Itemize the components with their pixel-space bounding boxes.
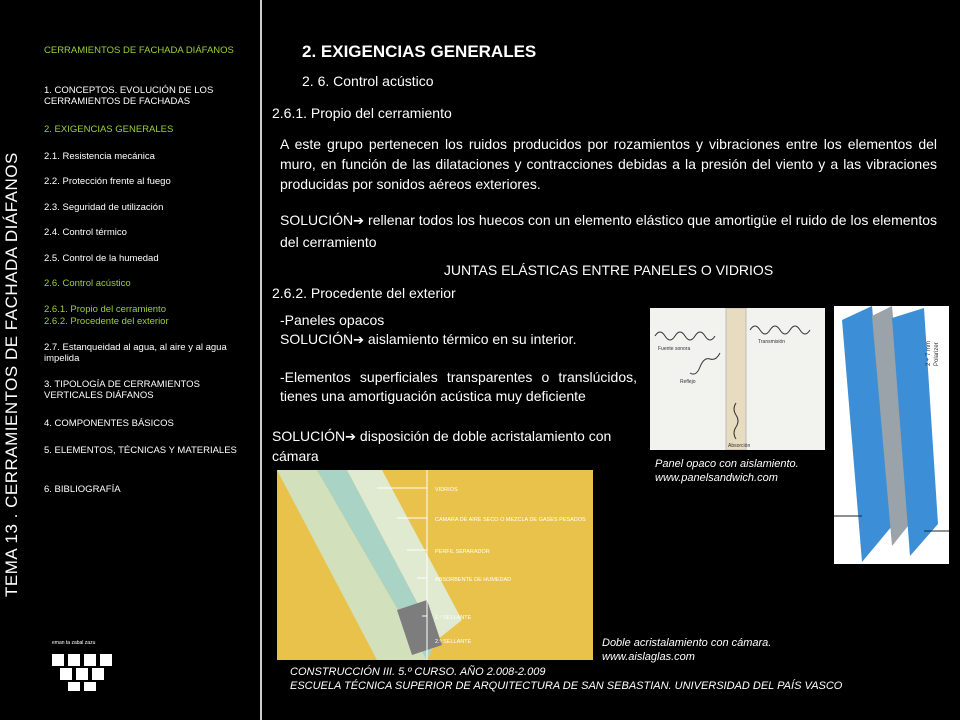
paragraph-1: A este grupo pertenecen los ruidos producidos por rozamientos y vibraciones entre los elementos del muro, en función de las dilataciones y contracciones debidas a la presión del viento y a las vibraciones producidas por sonidos aéreos exteriores. [280, 136, 937, 192]
svg-text:eman ta zabal zazu: eman ta zabal zazu [52, 640, 96, 646]
nav-item[interactable]: 2.7. Estanqueidad al agua, al aire y al agua impelida [44, 342, 227, 364]
nav-item[interactable]: 2.2. Protección frente al fuego [44, 176, 171, 187]
nav-item[interactable]: 2.4. Control térmico [44, 227, 127, 238]
vertical-title: TEMA 13 . CERRAMIENTOS DE FACHADA DIÁFANOS [2, 152, 21, 597]
footer: CONSTRUCCIÓN III. 5.º CURSO. AÑO 2.008-2.009 ESCUELA TÉCNICA SUPERIOR DE ARQUITECTURA DE SAN SEBASTIAN. UNIVERSIDAD DEL PAÍS VASCO [290, 666, 843, 692]
caption-glass: Doble acristalamiento con cámara. www.aislaglas.com [602, 637, 772, 663]
svg-text:CAMARA DE AIRE SECO O MEZCLA D: CAMARA DE AIRE SECO O MEZCLA DE GASES PESADOS [435, 517, 586, 523]
panel-diagram [834, 306, 949, 564]
svg-text:Reflejo: Reflejo [680, 379, 696, 385]
nav-item[interactable]: 2.6.2. Procedente del exterior [44, 316, 169, 327]
arrow-icon: ➔ [353, 214, 365, 229]
solution-3: SOLUCIÓN➔ disposición de doble acristalamiento con cámara [272, 428, 612, 464]
svg-text:2.º SELLANTE: 2.º SELLANTE [435, 639, 472, 645]
nav-item[interactable]: 5. ELEMENTOS, TÉCNICAS Y MATERIALES [44, 445, 237, 456]
svg-text:VIDRIOS: VIDRIOS [435, 487, 458, 493]
sound-transmission-diagram [650, 308, 825, 450]
page-title: 2. EXIGENCIAS GENERALES [302, 42, 537, 61]
nav-item[interactable]: 2.6. Control acústico [44, 278, 131, 289]
divider [260, 0, 262, 720]
nav-item[interactable]: 6. BIBLIOGRAFÍA [44, 484, 121, 495]
svg-text:2 ÷ 7 mm: 2 ÷ 7 mm [926, 341, 932, 366]
caption-panel: Panel opaco con aislamiento. www.panelsandwich.com [655, 458, 799, 484]
nav-item[interactable]: 2. EXIGENCIAS GENERALES [44, 124, 174, 135]
arrow-icon: ➔ [353, 333, 365, 348]
svg-text:PERFIL SEPARADOR: PERFIL SEPARADOR [435, 549, 490, 555]
transparent-elements: -Elementos superficiales transparentes o translúcidos, tienes una amortiguación acústica muy deficiente [280, 369, 637, 404]
svg-text:Absorción: Absorción [728, 443, 751, 449]
nav-item[interactable]: 2.3. Seguridad de utilización [44, 202, 164, 213]
subsection-title-2: 2.6.2. Procedente del exterior [272, 285, 456, 301]
solution-1: SOLUCIÓN➔ rellenar todos los huecos con un elemento elástico que amortigüe el ruido de los elementos del cerramiento [280, 212, 937, 250]
svg-text:ABSORBENTE DE HUMEDAD: ABSORBENTE DE HUMEDAD [435, 577, 512, 583]
svg-text:Transmisión: Transmisión [758, 339, 786, 345]
opaque-panels: -Paneles opacos SOLUCIÓN➔ aislamiento térmico en su interior. [280, 312, 577, 348]
nav-item[interactable]: 3. TIPOLOGÍA DE CERRAMIENTOS VERTICALES DIÁFANOS [44, 379, 200, 401]
nav-item[interactable]: 2.6.1. Propio del cerramiento [44, 304, 166, 315]
joints-heading: JUNTAS ELÁSTICAS ENTRE PANELES O VIDRIOS [443, 262, 774, 278]
university-logo [50, 636, 120, 697]
nav-heading[interactable]: CERRAMIENTOS DE FACHADA DIÁFANOS [44, 45, 234, 56]
svg-text:1.º SELLANTE: 1.º SELLANTE [435, 615, 472, 621]
section-subtitle: 2. 6. Control acústico [302, 73, 434, 89]
logo-mark [50, 636, 120, 692]
svg-text:Polarizer: Polarizer [934, 342, 940, 366]
arrow-icon: ➔ [345, 430, 357, 445]
subsection-title: 2.6.1. Propio del cerramiento [272, 105, 452, 121]
double-glazing-diagram [277, 470, 593, 660]
nav-item[interactable]: 1. CONCEPTOS. EVOLUCIÓN DE LOS CERRAMIENTOS DE FACHADAS [44, 85, 214, 107]
nav-item[interactable]: 2.1. Resistencia mecánica [44, 151, 155, 162]
nav-item[interactable]: 4. COMPONENTES BÁSICOS [44, 418, 174, 429]
nav-item[interactable]: 2.5. Control de la humedad [44, 253, 159, 264]
svg-text:Fuente sonora: Fuente sonora [658, 346, 691, 352]
